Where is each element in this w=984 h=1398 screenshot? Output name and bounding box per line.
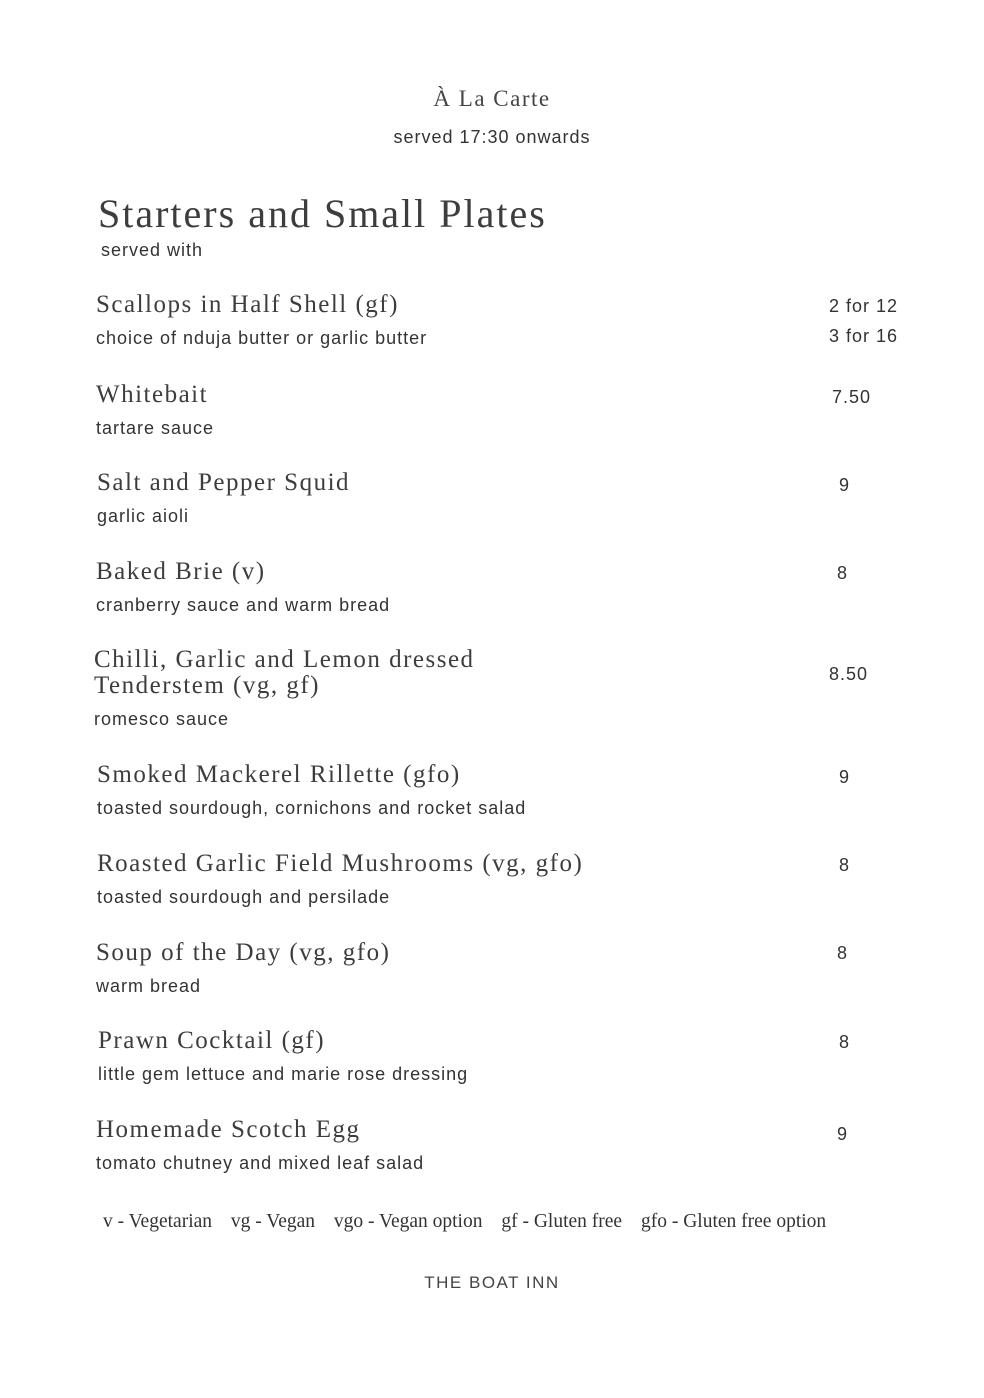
dish-description: garlic aioli: [97, 506, 190, 526]
dish-name: Smoked Mackerel Rillette (gfo): [97, 761, 461, 788]
menu-title: À La Carte: [433, 86, 551, 111]
dish-price: 9: [837, 1124, 849, 1144]
dish-price: 8: [839, 855, 851, 875]
menu-item: [98, 1028, 898, 1085]
dish-name: Prawn Cocktail (gf): [98, 1027, 326, 1054]
legend-item: v - Vegetarian: [103, 1211, 213, 1232]
dish-price: 8: [839, 1032, 851, 1052]
dish-price: [829, 291, 898, 351]
menu-item: [97, 470, 897, 527]
dish-price: 9: [839, 767, 851, 787]
menu-item: [97, 851, 897, 908]
legend-item: gf - Gluten free: [501, 1211, 623, 1232]
section-title: Starters and Small Plates: [98, 191, 547, 236]
menu-item: [96, 559, 896, 616]
dish-name: Homemade Scotch Egg: [96, 1116, 361, 1143]
dish-price: 8.50: [829, 664, 869, 684]
menu-item: [96, 382, 896, 439]
dish-price: 8: [837, 563, 849, 583]
dish-description: choice of nduja butter or garlic butter: [96, 328, 428, 348]
dish-description: toasted sourdough and persilade: [97, 887, 391, 907]
dish-name: Baked Brie (v): [96, 558, 266, 585]
dish-description: little gem lettuce and marie rose dressing: [98, 1064, 469, 1084]
dish-price: 7.50: [832, 387, 872, 407]
dish-description: warm bread: [96, 976, 202, 996]
menu-item: [96, 940, 896, 997]
menu-item: [96, 1117, 896, 1174]
dish-description: tartare sauce: [96, 418, 215, 438]
serving-time: served 17:30 onwards: [393, 127, 591, 147]
dietary-legend: [103, 1211, 840, 1233]
legend-item: vgo - Vegan option: [333, 1211, 483, 1232]
dish-name: Chilli, Garlic and Lemon dressed Tenderstem (vg, gf): [94, 646, 475, 699]
dish-description: cranberry sauce and warm bread: [96, 595, 391, 615]
legend-item: vg - Vegan: [230, 1211, 316, 1232]
dish-name: Salt and Pepper Squid: [97, 469, 351, 496]
dish-name: Scallops in Half Shell (gf): [96, 291, 399, 318]
dish-name: Roasted Garlic Field Mushrooms (vg, gfo): [97, 850, 584, 877]
price-line: 3 for 16: [829, 326, 899, 346]
menu-item: [97, 762, 897, 819]
dish-price: 8: [837, 943, 849, 963]
dish-name: Soup of the Day (vg, gfo): [96, 939, 391, 966]
menu-item: [94, 647, 894, 730]
menu-item: [96, 291, 899, 349]
section-note: served with: [101, 240, 204, 260]
dish-price: 9: [839, 475, 851, 495]
restaurant-name: THE BOAT INN: [424, 1273, 560, 1292]
price-line: 2 for 12: [829, 296, 899, 316]
dish-description: toasted sourdough, cornichons and rocket salad: [97, 798, 527, 818]
legend-item: gfo - Gluten free option: [640, 1211, 827, 1232]
dish-description: romesco sauce: [94, 709, 230, 729]
dish-name: Whitebait: [96, 381, 209, 408]
dish-description: tomato chutney and mixed leaf salad: [96, 1153, 425, 1173]
